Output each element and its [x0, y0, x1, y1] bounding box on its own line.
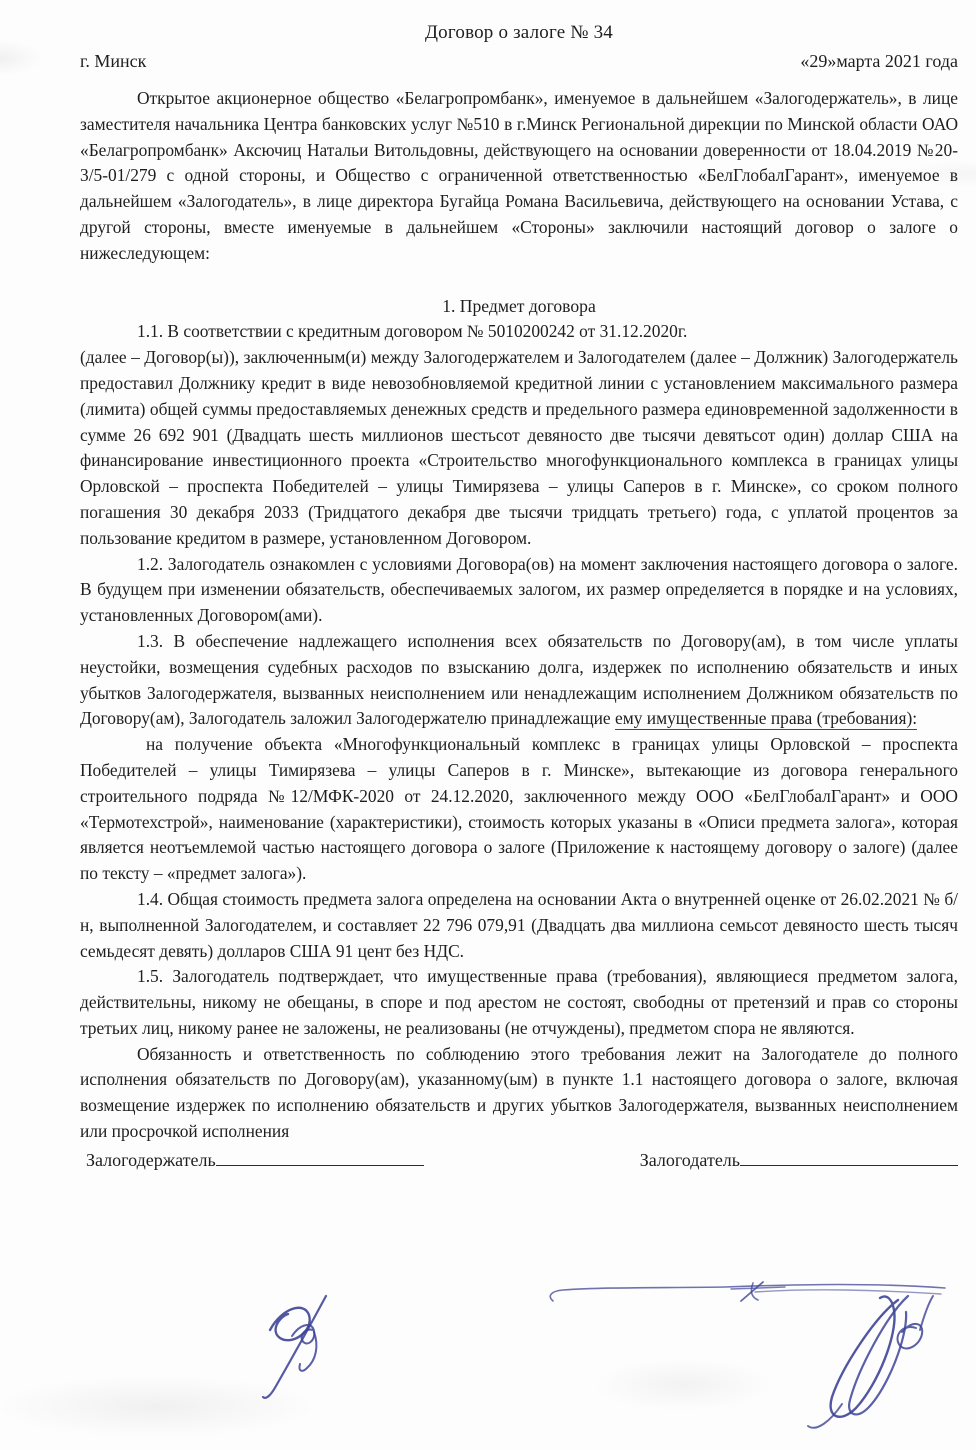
- pledgee-signature-line: [216, 1151, 424, 1166]
- pledger-signature-line: [740, 1151, 958, 1166]
- date-label: «29»марта 2021 года: [800, 51, 958, 71]
- pledger-label: Залогодатель: [639, 1149, 740, 1170]
- place-label: г. Минск: [80, 51, 147, 71]
- clause-1-4: 1.4. Общая стоимость предмета залога определена на основании Акта о внутренней оценке от 26.02.2021 № б/н, выполненной Залогодателем, и составляет 22 796 079,91 (Двадцать два миллиона семьсот девяносто шесть тысяч семьдесят девять) долларов США 91 цент без НДС.: [80, 888, 958, 961]
- clause-1-3: [80, 629, 958, 732]
- signature-row: [80, 1150, 958, 1171]
- pledger-signature-block: [640, 1150, 958, 1171]
- preamble-paragraph: Открытое акционерное общество «Белагропромбанк», именуемое в дальнейшем «Залогодержатель», в лице заместителя начальника Центра банковских услуг №510 в г.Минск Региональной дирекции по Минской области ОАО «Белагропромбанк» Аксючиц Натальи Витольдовны, действующего на основании доверенности от 18.04.2019 №20-3/5-01/279 с одной стороны, и Общество с ограниченной ответственностью «БелГлобалГарант», именуемое в дальнейшем «Залогодатель», в лице директора Бугайца Романа Васильевича, действующего на основании Устава, с другой стороны, вместе именуемые в дальнейшем «Стороны» заключили настоящий договор о залоге о нижеследующем:: [80, 88, 958, 263]
- section-1-heading: 1. Предмет договора: [442, 295, 596, 316]
- document-title: Договор о залоге № 34: [424, 22, 613, 43]
- clause-1-1-body: (далее – Договор(ы)), заключенным(и) между Залогодержателем и Залогодателем (далее – Должник) Залогодержатель предоставил Должнику кредит в виде невозобновляемой кредитной линии с установлением максимального размера (лимита) общей суммы предоставляемых денежных средств и предельного размера единовременной задолженности в сумме 26 692 901 (Двадцать шесть миллионов шестьсот девяносто две тысячи девятьсот один) доллар США на финансирование инвестиционного проекта «Строительство многофункционального комплекса в границах улицы Орловской – проспекта Победителей – улицы Тимирязева – улицы Саперов в г. Минске», со сроком полного погашения 30 декабря 2033 (Тридцатого декабря две тысячи тридцать третьего) года, с уплатой процентов за пользование кредитом в размере, установленном Договором.: [80, 347, 958, 548]
- clause-1-3-main: 1.3. В обеспечение надлежащего исполнения всех обязательств по Договору(ам), в том числе уплаты неустойки, возмещения судебных расходов по взысканию долга, издержек по исполнению обязательств и иных убытков Залогодержателя, вызванных неисполнением или ненадлежащим исполнением Должником обязательств по Договору(ам), Залогодатель заложил Залогодержателю принадлежащие: [80, 630, 958, 729]
- pledgee-handwritten-signature: [230, 1288, 362, 1410]
- pledgee-signature-block: [86, 1150, 424, 1171]
- clause-1-3-underlined-phrase: ему имущественные права (требования):: [615, 708, 918, 729]
- pen-stroke-above-pledger: [545, 1279, 955, 1309]
- clause-1-5: 1.5. Залогодатель подтверждает, что имущественные права (требования), являющиеся предметом залога, действительны, никому не обещаны, в споре и под арестом не состоят, свободны от претензий и прав со стороны третьих лиц, никому ранее не заложены, не реализованы (не отчуждены), предметом спора не являются.: [80, 966, 958, 1038]
- meta-row: [80, 51, 958, 72]
- pledgee-label: Залогодержатель: [86, 1149, 216, 1170]
- clause-1-2: 1.2. Залогодатель ознакомлен с условиями Договора(ов) на момент заключения настоящего договора о залоге. В будущем при изменении обязательств, обеспечиваемых залогом, их размер определяется в порядке и на условиях, установленных Договором(ами).: [80, 553, 958, 626]
- pledger-handwritten-signature: [790, 1272, 962, 1442]
- obligation-paragraph: Обязанность и ответственность по соблюдению этого требования лежит на Залогодателе до полного исполнения обязательств по Договору(ам), указанному(ым) в пункте 1.1 настоящего договора о залоге, включая возмещение издержек по исполнению обязательств и других убытков Залогодержателя, вызванных неисполнением или просрочкой исполнения: [80, 1043, 958, 1142]
- clause-1-3-subparagraph: на получение объекта «Многофункциональный комплекс в границах улицы Орловской – проспекта Победителей – улицы Тимирязева – улицы Саперов в г. Минске», вытекающие из договора генерального строительного подряда №12/МФК-2020 от 24.12.2020, заключенного между ООО «БелГлобалГарант» и ООО «Термотехстрой», наименование (характеристики), стоимость которых указаны в «Описи предмета залога», которая является неотъемлемой частью настоящего договора о залоге (Приложение к настоящему договору о залоге) (далее по тексту – «предмет залога»).: [80, 734, 958, 884]
- clause-1-1-intro: 1.1. В соответствии с кредитным договором № 5010200242 от 31.12.2020г.: [137, 321, 688, 342]
